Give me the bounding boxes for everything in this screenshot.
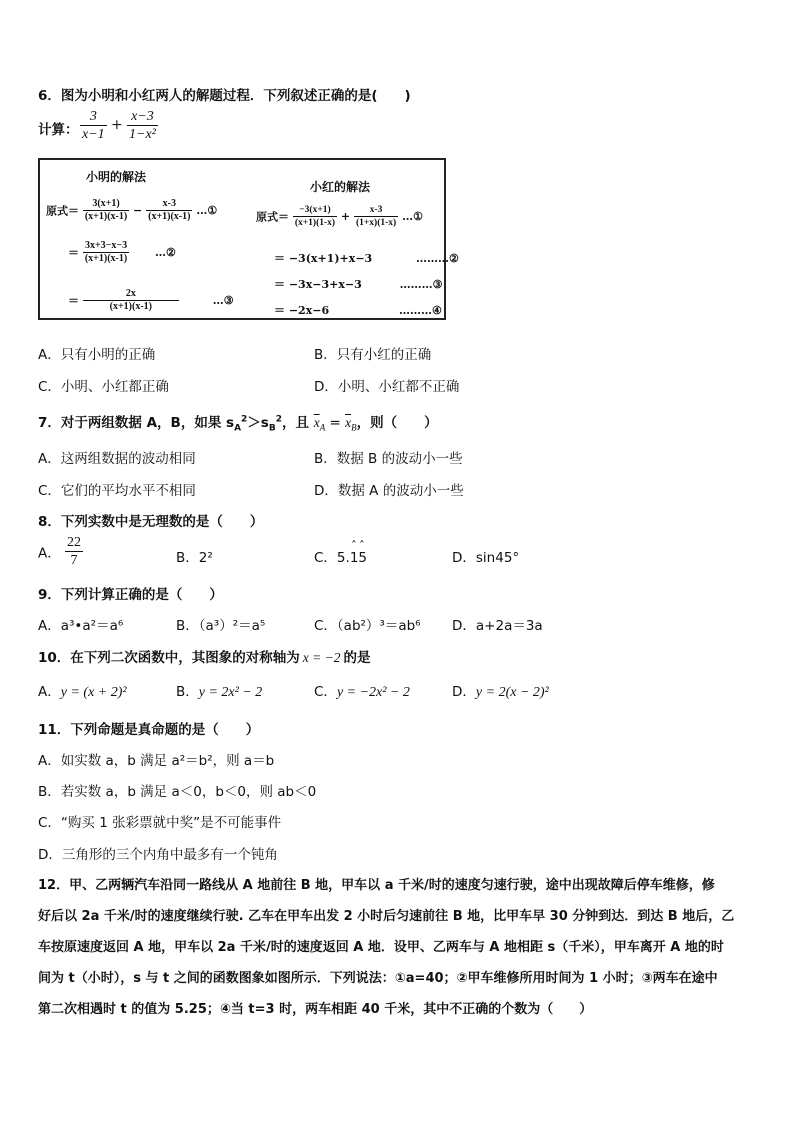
q6-expression	[80, 108, 158, 143]
xm-line1: 原式＝ $\frac{3(x+1)}{(x+1)(x-1)}$ − $\frac{x-3}{(x+1)(x-1)}$ …①	[46, 198, 218, 222]
xh-line3: ＝ −3x−3+x−3 ………③	[274, 278, 443, 291]
q9-option-d[interactable]: D．a+2a＝3a	[452, 618, 543, 634]
q7-stem: 7．对于两组数据 A，B，如果 $s_A^2>s_B^2$，且 $\overline{x}_A = \overline{x}_B$，则（ ）	[38, 414, 438, 434]
q10-option-c[interactable]: C．y = −2x² − 2	[314, 684, 410, 700]
xm-line2: ＝ $\frac{3x+3-x-3}{(x+1)(x-1)}$ …②	[68, 240, 176, 264]
q10-option-b[interactable]: B．y = 2x² − 2	[176, 684, 263, 700]
q8-option-a[interactable]: A． $\frac{22}{7}$	[38, 535, 82, 568]
q10-option-d[interactable]: D．y = 2(x − 2)²	[452, 684, 549, 700]
q6-option-a[interactable]: A．只有小明的正确	[38, 347, 156, 363]
q6-solution-image	[38, 158, 459, 320]
q6-option-b[interactable]: B．只有小红的正确	[314, 347, 432, 363]
q10-stem: 10．在下列二次函数中，其图象的对称轴为 x = −2 的是	[38, 650, 371, 666]
xh-title: 小红的解法	[310, 180, 371, 194]
xm-line3: ＝ $\frac{2x}{(x+1)(x-1)}$ …③	[68, 288, 234, 312]
q12-line3: 车按原速度返回 A 地，甲车以 2a 千米/时的速度返回 A 地．设甲、乙两车与 A 地相距 s（千米），甲车离开 A 地的时	[38, 940, 724, 955]
q11-option-c[interactable]: C．“购买 1 张彩票就中奖”是不可能事件	[38, 815, 282, 831]
q6-frac1-num: 3	[80, 108, 107, 126]
q10-option-a[interactable]: A．y = (x + 2)²	[38, 684, 127, 700]
q12-line5: 第二次相遇时 t 的值为 5.25；④当 t=3 时，两车相距 40 千米，其中不正确的个数为（ ）	[38, 1002, 593, 1017]
q6-frac1	[80, 108, 107, 143]
q6-frac1-den: x−1	[82, 127, 105, 142]
q11-option-d[interactable]: D．三角形的三个内角中最多有一个钝角	[38, 847, 278, 863]
xh-line4: ＝ −2x−6 ………④	[274, 304, 442, 317]
q12-line1: 12．甲、乙两辆汽车沿同一路线从 A 地前往 B 地，甲车以 a 千米/时的速度匀速行驶，途中出现故障后停车维修，修	[38, 878, 715, 893]
q6-option-d[interactable]: D．小明、小红都不正确	[314, 379, 460, 395]
q9-stem: 9．下列计算正确的是（ ）	[38, 587, 223, 603]
q8-option-b[interactable]: B．2²	[176, 550, 213, 566]
q6-option-c[interactable]: C．小明、小红都正确	[38, 379, 169, 395]
q6-frac2-den: 1−x²	[129, 127, 156, 142]
q6-stem: 6．图为小明和小红两人的解题过程．下列叙述正确的是( )	[38, 88, 411, 104]
q11-option-a[interactable]: A．如实数 a，b 满足 a²＝b²，则 a＝b	[38, 753, 275, 769]
q6-plus: +	[110, 117, 123, 133]
q6-frac2-num: x−3	[127, 108, 158, 126]
xm-title: 小明的解法	[86, 170, 147, 184]
q8-option-c[interactable]: C．5. ˆˆ 15	[314, 539, 367, 566]
q12-line4: 间为 t（小时），s 与 t 之间的函数图象如图所示．下列说法：①a=40；②甲车维修所用时间为 1 小时；③两车在途中	[38, 971, 718, 986]
q7-option-a[interactable]: A．这两组数据的波动相同	[38, 451, 196, 467]
q7-option-c[interactable]: C．它们的平均水平不相同	[38, 483, 196, 499]
q8-stem: 8．下列实数中是无理数的是（ ）	[38, 514, 264, 530]
q6-calc-label: 计算：	[38, 122, 79, 138]
q7-option-d[interactable]: D．数据 A 的波动小一些	[314, 483, 464, 499]
q11-stem: 11．下列命题是真命题的是（ ）	[38, 722, 260, 738]
xh-line1: 原式＝ $\frac{-3(x+1)}{(x+1)(1-x)}$ + $\frac{x-3}{(1+x)(1-x)}$ …①	[256, 205, 423, 228]
q9-option-b[interactable]: B．（a³）²＝a⁵	[176, 618, 266, 634]
q12-line2: 好后以 2a 千米/时的速度继续行驶. 乙车在甲车出发 2 小时后匀速前往 B 地，比甲车早 30 分钟到达．到达 B 地后，乙	[38, 909, 735, 924]
q9-option-c[interactable]: C．（ab²）³＝ab⁶	[314, 618, 421, 634]
xh-line2: ＝ −3(x+1)+x−3 ………②	[274, 252, 459, 265]
q9-option-a[interactable]: A．a³•a²＝a⁶	[38, 618, 124, 634]
q8-option-d[interactable]: D．sin45°	[452, 550, 520, 566]
q6-frac2	[127, 108, 158, 143]
q7-option-b[interactable]: B．数据 B 的波动小一些	[314, 451, 463, 467]
q11-option-b[interactable]: B．若实数 a，b 满足 a＜0，b＜0，则 ab＜0	[38, 784, 317, 800]
